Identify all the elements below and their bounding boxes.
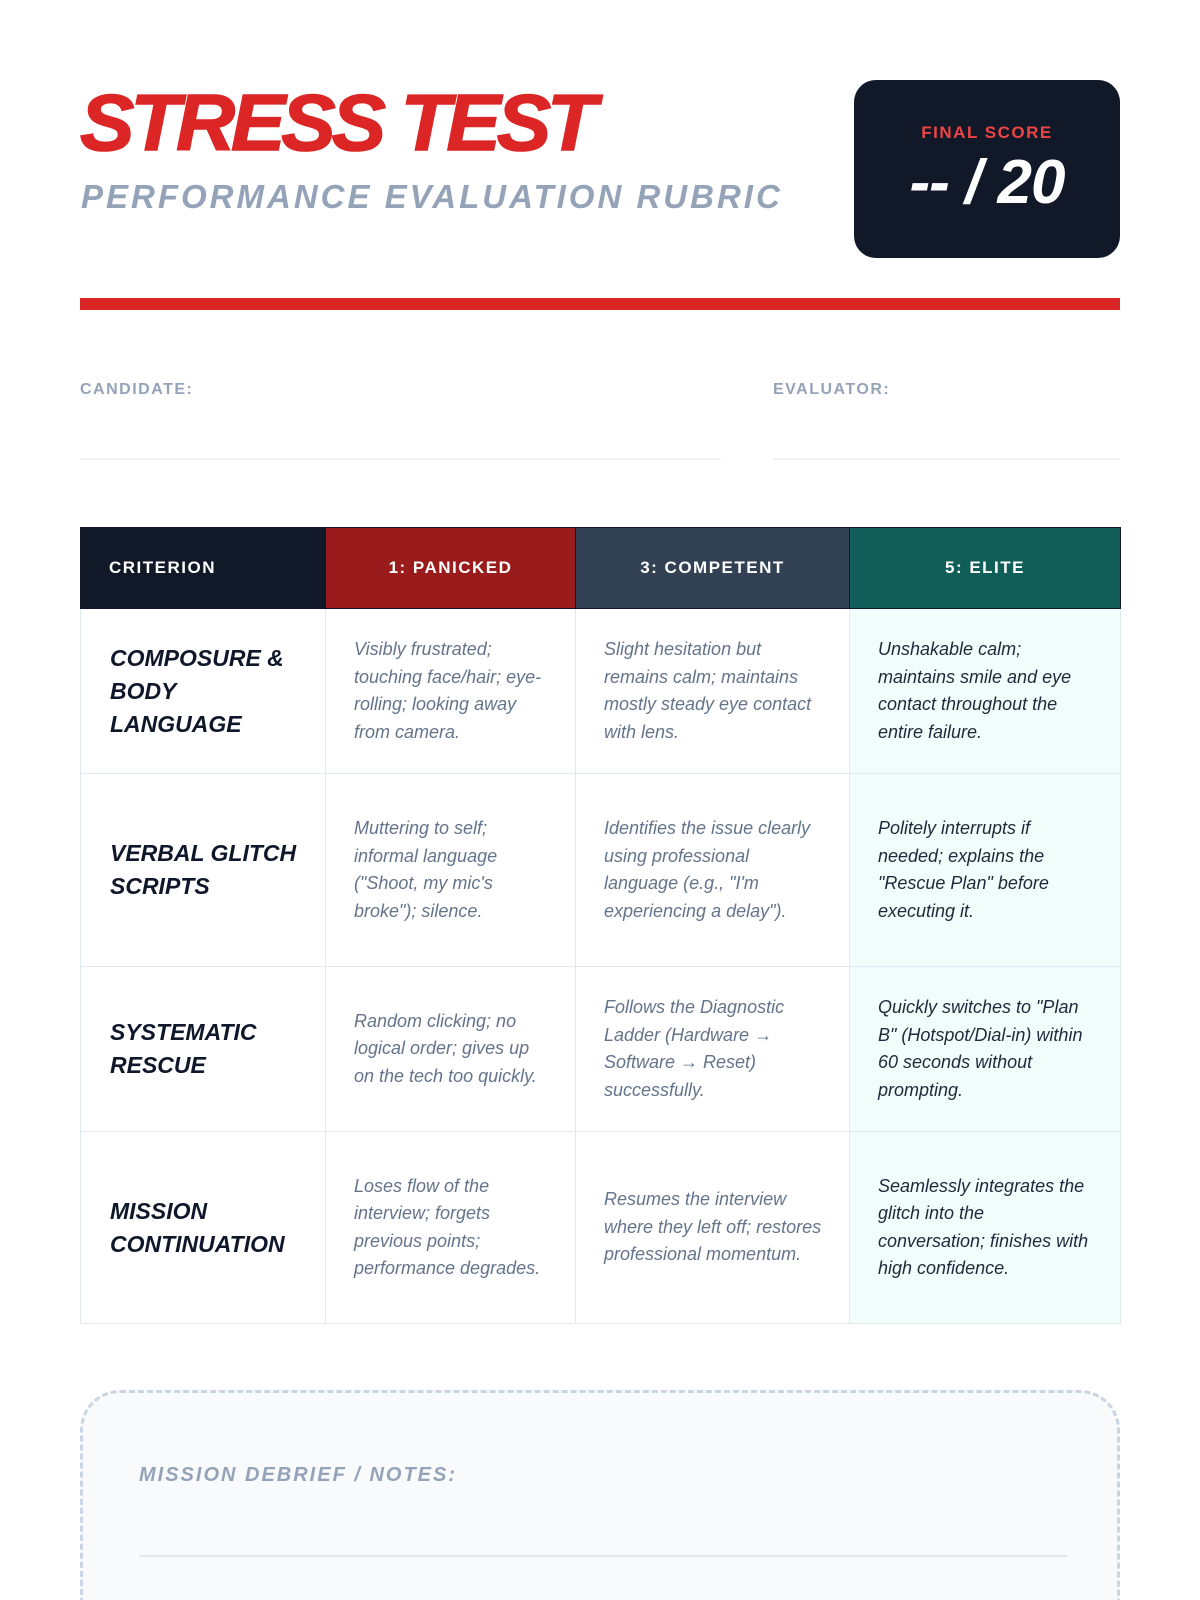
- notes-line[interactable]: [139, 1555, 1067, 1557]
- evaluator-field[interactable]: [773, 380, 1120, 400]
- candidate-input-line[interactable]: [80, 458, 721, 460]
- final-score-value: -- / 20: [909, 148, 1065, 217]
- header: [80, 78, 1120, 258]
- page-subtitle: PERFORMANCE EVALUATION RUBRIC: [81, 178, 783, 215]
- elite-cell: Unshakable calm; maintains smile and eye contact throughout the entire failure.: [850, 609, 1121, 774]
- panicked-cell: Random clicking; no logical order; gives up on the tech too quickly.: [326, 967, 576, 1132]
- elite-cell: Quickly switches to "Plan B" (Hotspot/Dial-in) within 60 seconds without prompting.: [850, 967, 1121, 1132]
- table-row: [81, 1132, 1121, 1324]
- header-divider: [80, 298, 1120, 310]
- notes-label: MISSION DEBRIEF / NOTES:: [139, 1464, 458, 1486]
- panicked-cell: Loses flow of the interview; forgets previous points; performance degrades.: [326, 1132, 576, 1324]
- table-row: [81, 609, 1121, 774]
- criterion-cell: SYSTEMATIC RESCUE: [81, 967, 326, 1132]
- elite-cell: Politely interrupts if needed; explains the "Rescue Plan" before executing it.: [850, 774, 1121, 967]
- candidate-label: CANDIDATE:: [80, 381, 194, 398]
- header-criterion: CRITERION: [81, 528, 326, 609]
- header-panicked: 1: PANICKED: [326, 528, 576, 609]
- evaluator-input-line[interactable]: [773, 458, 1120, 460]
- competent-cell: Follows the Diagnostic Ladder (Hardware → Software → Reset) successfully.: [576, 967, 850, 1132]
- header-elite: 5: ELITE: [850, 528, 1121, 609]
- table-row: [81, 774, 1121, 967]
- competent-cell: Slight hesitation but remains calm; maintains mostly steady eye contact with lens.: [576, 609, 850, 774]
- criterion-cell: COMPOSURE & BODY LANGUAGE: [81, 609, 326, 774]
- panicked-cell: Visibly frustrated; touching face/hair; eye-rolling; looking away from camera.: [326, 609, 576, 774]
- competent-cell: Identifies the issue clearly using professional language (e.g., "I'm experiencing a delay").: [576, 774, 850, 967]
- table-row: [81, 967, 1121, 1132]
- criterion-cell: MISSION CONTINUATION: [81, 1132, 326, 1324]
- elite-cell: Seamlessly integrates the glitch into the conversation; finishes with high confidence.: [850, 1132, 1121, 1324]
- final-score-box: [854, 80, 1120, 258]
- rubric-table: [80, 527, 1121, 1324]
- criterion-cell: VERBAL GLITCH SCRIPTS: [81, 774, 326, 967]
- table-header-row: [81, 528, 1121, 609]
- panicked-cell: Muttering to self; informal language ("Shoot, my mic's broke"); silence.: [326, 774, 576, 967]
- page-title: STRESS TEST: [80, 78, 593, 167]
- evaluator-label: EVALUATOR:: [773, 381, 891, 398]
- candidate-field[interactable]: [80, 380, 721, 400]
- competent-cell: Resumes the interview where they left off; restores professional momentum.: [576, 1132, 850, 1324]
- header-competent: 3: COMPETENT: [576, 528, 850, 609]
- final-score-label: FINAL SCORE: [921, 123, 1053, 142]
- notes-box[interactable]: [80, 1390, 1120, 1600]
